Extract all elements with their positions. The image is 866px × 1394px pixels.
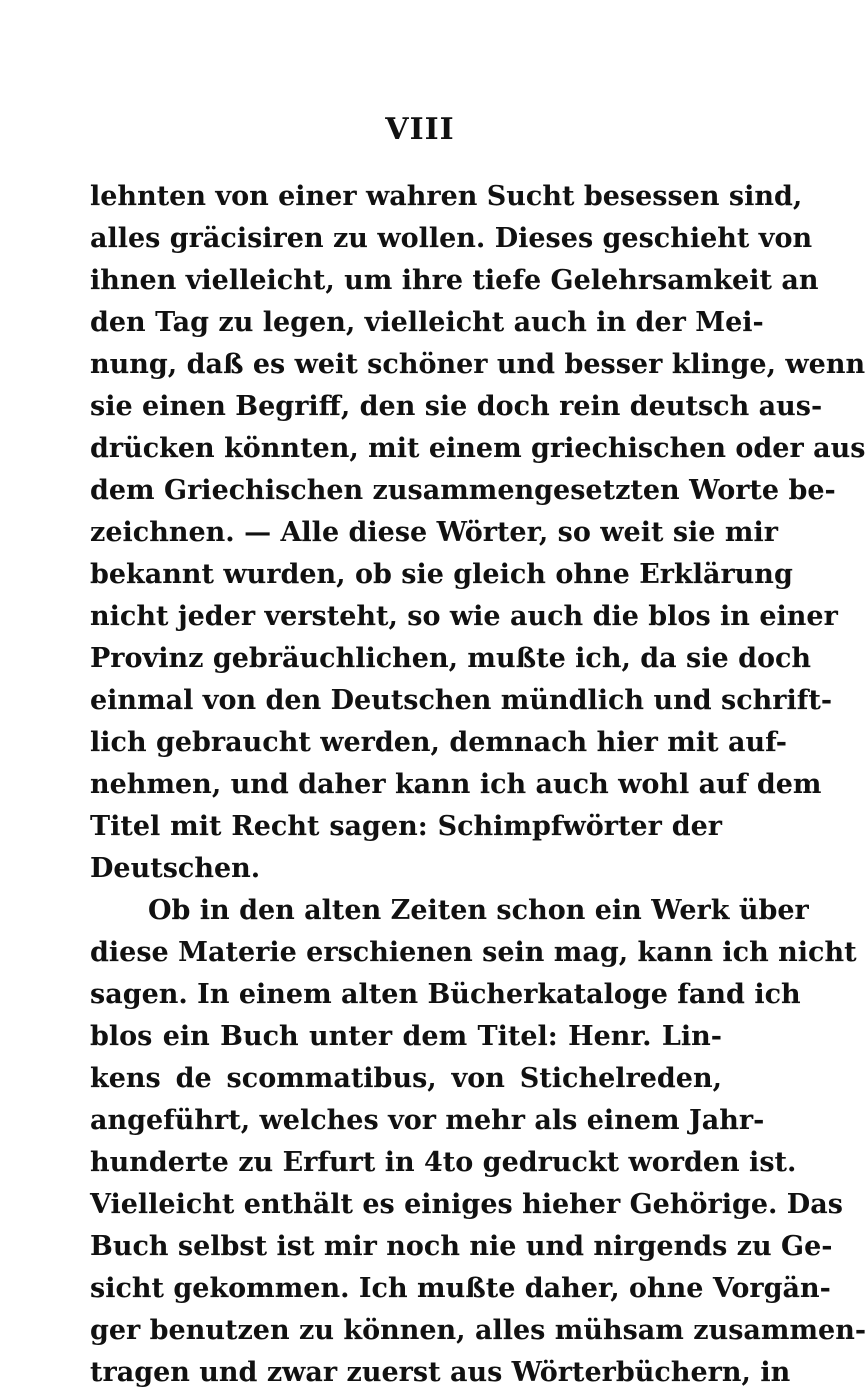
text-line: sie einen Begriff, den sie doch rein deutsch aus- bbox=[90, 391, 823, 422]
text-line: ihnen vielleicht, um ihre tiefe Gelehrsamkeit an bbox=[90, 265, 819, 296]
text-line: nehmen, und daher kann ich auch wohl auf dem bbox=[90, 769, 822, 800]
text-line: kens de scommatibus, von Stichelreden, bbox=[90, 1063, 722, 1094]
text-line: ger benutzen zu können, alles mühsam zusammen- bbox=[90, 1315, 866, 1346]
text-line: Deutschen. bbox=[90, 853, 261, 884]
text-line: Provinz gebräuchlichen, mußte ich, da sie doch bbox=[90, 643, 812, 674]
text-line: bekannt wurden, ob sie gleich ohne Erklärung bbox=[90, 559, 793, 590]
text-line: Vielleicht enthält es einiges hieher Gehörige. Das bbox=[90, 1189, 843, 1220]
text-line: drücken könnten, mit einem griechischen oder aus bbox=[90, 433, 866, 464]
text-line: alles gräcisiren zu wollen. Dieses geschieht von bbox=[90, 223, 813, 254]
text-line: Titel mit Recht sagen: Schimpfwörter der bbox=[90, 811, 722, 842]
text-line: Ob in den alten Zeiten schon ein Werk über bbox=[148, 895, 809, 926]
text-line: einmal von den Deutschen mündlich und schrift- bbox=[90, 685, 833, 716]
body-text bbox=[90, 176, 866, 1394]
text-line: lich gebraucht werden, demnach hier mit auf- bbox=[90, 727, 787, 758]
text-line: Buch selbst ist mir noch nie und nirgends zu Ge- bbox=[90, 1231, 833, 1262]
text-line: nicht jeder versteht, so wie auch die blos in einer bbox=[90, 601, 838, 632]
text-line: angeführt, welches vor mehr als einem Jahr- bbox=[90, 1105, 765, 1136]
text-line: sagen. In einem alten Bücherkataloge fand ich bbox=[90, 979, 801, 1010]
text-line: sicht gekommen. Ich mußte daher, ohne Vorgän- bbox=[90, 1273, 831, 1304]
text-line: blos ein Buch unter dem Titel: Henr. Lin- bbox=[90, 1021, 722, 1052]
text-line: nung, daß es weit schöner und besser klinge, wenn bbox=[90, 349, 866, 380]
text-line: diese Materie erschienen sein mag, kann ich nicht bbox=[90, 937, 857, 968]
text-line: lehnten von einer wahren Sucht besessen sind, bbox=[90, 181, 803, 212]
page-number: VIII bbox=[385, 112, 455, 147]
text-line: zeichnen. — Alle diese Wörter, so weit sie mir bbox=[90, 517, 778, 548]
text-line: hunderte zu Erfurt in 4to gedruckt worden ist. bbox=[90, 1147, 797, 1178]
text-line: den Tag zu legen, vielleicht auch in der Mei- bbox=[90, 307, 764, 338]
text-line: dem Griechischen zusammengesetzten Worte be- bbox=[90, 475, 836, 506]
text-line: tragen und zwar zuerst aus Wörterbüchern, in bbox=[90, 1357, 791, 1388]
